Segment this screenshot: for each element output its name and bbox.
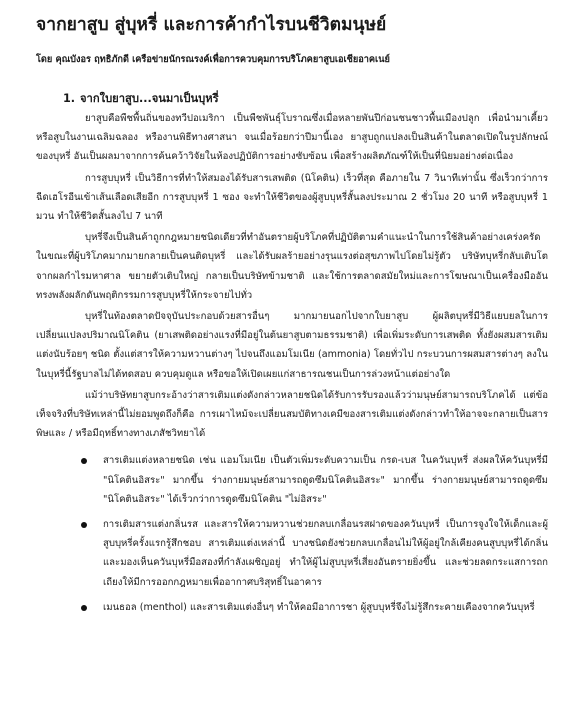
author-byline: โดย คุณบังอร ฤทธิภักดี เครือข่ายนักรณรงค์เพื่อการควบคุมการบริโภคยาสูบเอเชียอาคเนย์ <box>36 54 390 65</box>
bullet-text: การเติมสารแต่งกลิ่นรส และสารให้ความหวานช่วยกลบเกลื่อนรสฝาดของควันบุหรี่ เป็นการจูงใจให้เด็กและผู้สูบบุหรี่ครั้งแรกรู้สึกชอบ สารเติมแต่งเหล่านี้ บางชนิดยังช่วยกลบเกลื่อนไม่ให้ผู้อยู่ใกล้เคียงคนสูบบุหรี่ได้กลิ่นและมองเห็นควันบุหรี่มือสองที่กำลังเผชิญอยู่ ทำให้ผู้ไม่สูบบุหรี่เสี่ยงอันตรายยิ่งขึ้น และช่วยลดกระแสการถกเถียงให้มีการออกกฎหมายเพื่ออากาศบริสุทธิ์ในอาคาร <box>103 519 548 588</box>
section-number: 1. <box>63 92 76 105</box>
document-title: จากยาสูบ สู่บุหรี่ และการค้ากำไรบนชีวิตมนุษย์ <box>36 15 387 35</box>
paragraph-5: แม้ว่าบริษัทยาสูบกระอ้างว่าสารเติมแต่งดังกล่าวหลายชนิดได้รับการรับรองแล้วว่ามนุษย์สามารถบริโภคได้ แต่ข้อเท็จจริงที่บริษัทเหล่านี้ไม่ยอมพูดถึงก็คือ การเผาไหม้จะเปลี่ยนสมบัติทางเคมีของสารเติมแต่งดังกล่าวทำให้อาจจะกลายเป็นสารพิษและ / หรือมีฤทธิ์ทางทางเภสัชวิทยาได้ <box>36 389 548 440</box>
paragraph-1: ยาสูบคือพืชพื้นถิ่นของทวีปอเมริกา เป็นพืชพันธุ์โบราณซึ่งเมื่อหลายพันปีก่อนชนชาวพื้นเมืองปลูก เพื่อนำมาเคี้ยวหรือสูบในงานเฉลิมฉลอง หรืองานพิธีทางศาสนา จนเมื่อร้อยกว่าปีมานี้เอง ยาสูบถูกแปลงเป็นสินค้าในตลาดเปิดในรูปลักษณ์ของบุหรี่ อันเป็นผลมาจากการค้นคว้าวิจัยในห้องปฏิบัติการอย่างซับซ้อน เพื่อสร้างผลิตภัณฑ์ให้เป็นที่นิยมอย่างต่อเนื่อง <box>36 113 548 163</box>
bullet-dot-icon <box>81 522 87 528</box>
bullet-dot-icon <box>81 458 87 464</box>
paragraph-4: บุหรี่ในท้องตลาดปัจจุบันประกอบด้วยสารอื่นๆ มากมายนอกไปจากใบยาสูบ ผู้ผลิตบุหรี่มีวิธีแยบยลในการเปลี่ยนแปลงปริมาณนิโคติน (ยาเสพติดอย่างแรงที่มีอยู่ในต้นยาสูบตามธรรมชาติ) เพื่อเพิ่มระดับการเสพติด ทั้งยังผสมสารเติมแต่งนับร้อยๆ ชนิด ตั้งแต่สารให้ความหวานต่างๆ ไปจนถึงแอมโมเนีย (ammonia) โดยทั่วไป กระบวนการผสมสารต่างๆ ลงในในบุหรี่นี้รัฐบาลไม่ได้ทดสอบ ควบคุมดูแล หรือขอให้เปิดเผยแก่สาธารณชนเป็นการล่วงหน้าแต่อย่างใด <box>36 311 548 380</box>
paragraph-2: การสูบบุหรี่ เป็นวิธีการที่ทำให้สมองได้รับสารเสพติด (นิโคติน) เร็วที่สุด คือภายใน 7 วินาทีเท่านั้น ซึ่งเร็วกว่าการฉีดเฮโรอีนเข้าเส้นเลือดเสียอีก การสูบบุหรี่ 1 ซอง จะทำให้ชีวิตของผู้สูบบุหรี่สั้นลงประมาณ 2 ชั่วโมง 20 นาที หรือสูบบุหรี่ 1 มวน ทำให้ชีวิตสั้นลงไป 7 นาที <box>36 172 548 223</box>
bullet-item <box>85 598 548 617</box>
paragraph-3: บุหรี่จึงเป็นสินค้าถูกกฎหมายชนิดเดียวที่ทำอันตรายผู้บริโภคที่ปฏิบัติตามคำแนะนำในการใช้สินค้าอย่างเคร่งครัด ในขณะที่ผู้บริโภคมากมายกลายเป็นคนติดบุหรี่ และได้รับผลร้ายอย่างรุนแรงต่อสุขภาพไปโดยไม่รู้ตัว บริษัทบุหรี่กลับเติบโตจากผลกำไรมหาศาล ขยายตัวเติบใหญ่ กลายเป็นบริษัทข้ามชาติ และใช้การตลาดสมัยใหม่และการโฆษณาเป็นเครื่องมืออันทรงพลังผลักดันพฤติกรรมการสูบบุหรี่ให้กระจายไปทั่ว <box>36 232 548 301</box>
bullet-list <box>36 451 548 617</box>
bullet-item <box>85 515 548 592</box>
bullet-dot-icon <box>81 605 87 611</box>
bullet-text: สารเติมแต่งหลายชนิด เช่น แอมโมเนีย เป็นตัวเพิ่มระดับความเป็น กรด-เบส ในควันบุหรี่ ส่งผลให้ควันบุหรี่มี "นิโคตินอิสระ" มากขึ้น ร่างกายมนุษย์สามารถดูดซึมนิโคตินอิสระ" มากขึ้น ร่างกายมนุษย์สามารถดูดซึม "นิโคตินอิสระ" ได้เร็วกว่าการดูดซึมนิโคติน "ไม่อิสระ" <box>103 455 548 505</box>
bullet-text: เมนธอล (menthol) และสารเติมแต่งอื่นๆ ทำให้คอมีอาการชา ผู้สูบบุหรี่จึงไม่รู้สึกระคายเคืองจากควันบุหรี่ <box>103 601 535 613</box>
section-heading <box>63 91 548 107</box>
section-title: จากใบยาสูบ...จนมาเป็นบุหรี่ <box>80 92 219 105</box>
bullet-item <box>85 451 548 509</box>
